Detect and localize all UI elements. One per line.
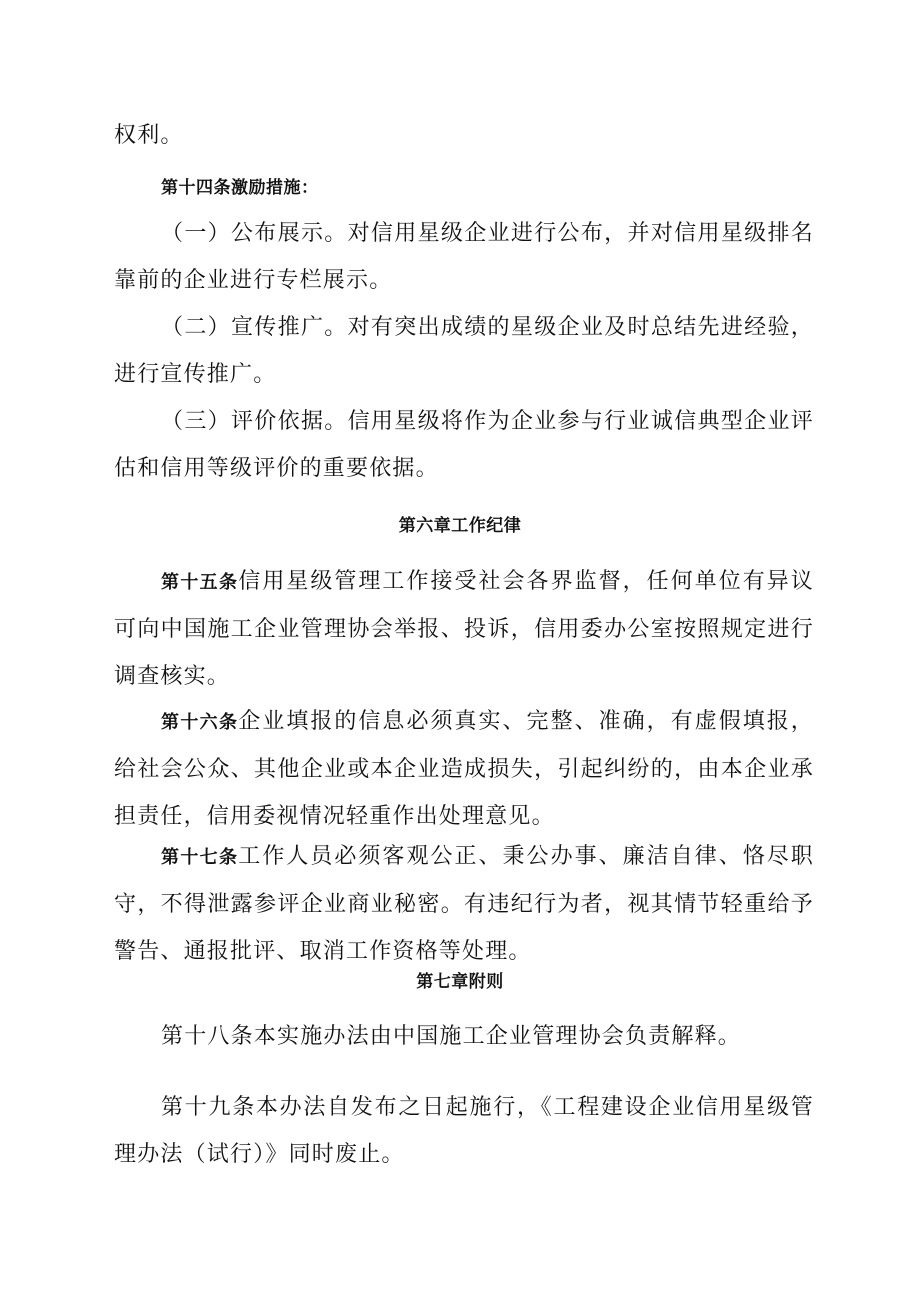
article-17	[114, 833, 814, 975]
article-15-number: 第十五条	[161, 572, 239, 593]
article-14-heading: 第十四条激励措施：	[161, 178, 319, 198]
article-16-text: 企业填报的信息必须真实、完整、准确，有虚假填报，给社会公众、其他企业或本企业造成损失，引起纠纷的，由本企业承担责任，信用委视情况轻重作出处理意见。	[114, 709, 814, 829]
article-17-text: 工作人员必须客观公正、秉公办事、廉洁自律、恪尽职守，不得泄露参评企业商业秘密。有违纪行为者，视其情节轻重给予警告、通报批评、取消工作资格等处理。	[114, 844, 814, 964]
chapter-6-title: 第六章工作纪律	[398, 516, 522, 536]
paragraph-continuation: 权利。	[114, 123, 184, 148]
article-17-number: 第十七条	[161, 847, 239, 868]
chapter-7-title: 第七章附则	[416, 972, 504, 992]
article-19: 第十九条本办法自发布之日起施行，《工程建设企业信用星级管理办法（试行）》同时废止。	[114, 1095, 814, 1167]
article-14-item-2: （二）宣传推广。对有突出成绩的星级企业及时总结先进经验，进行宣传推广。	[114, 315, 814, 387]
article-14-item-3: （三）评价依据。信用星级将作为企业参与行业诚信典型企业评估和信用等级评价的重要依据。	[114, 409, 814, 481]
article-18: 第十八条本实施办法由中国施工企业管理协会负责解释。	[161, 1024, 742, 1049]
article-16	[114, 698, 814, 840]
article-16-number: 第十六条	[161, 712, 239, 733]
article-15-text: 信用星级管理工作接受社会各界监督，任何单位有异议可向中国施工企业管理协会举报、投诉，信用委办公室按照规定进行调查核实。	[114, 569, 814, 689]
article-15	[114, 558, 814, 700]
article-14-item-1: （一）公布展示。对信用星级企业进行公布，并对信用星级排名靠前的企业进行专栏展示。	[114, 221, 814, 293]
